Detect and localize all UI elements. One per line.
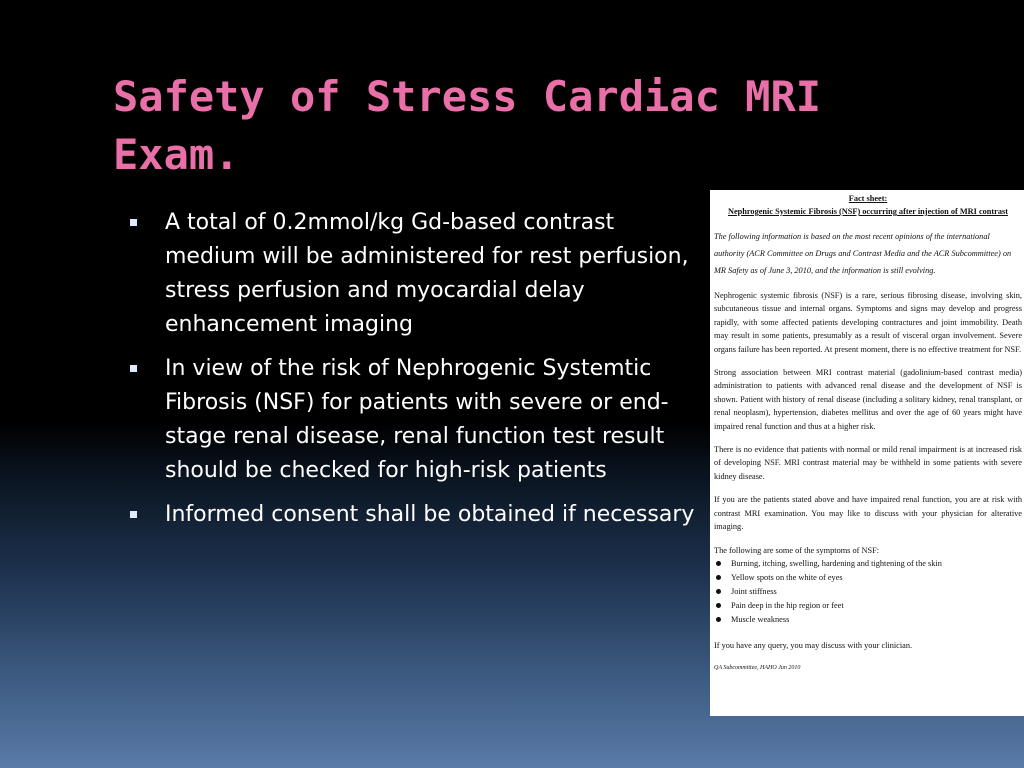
slide-title: Safety of Stress Cardiac MRI Exam. [113,72,822,179]
fact-sheet-image [710,190,1024,716]
list-item [714,557,1022,571]
fact-sheet-intro: The following information is based on the most recent opinions of the international authority (ACR Committee on Drugs and Contrast Media and the ACR Subcommittee) on MR Safety as of June 3, 2010, and the information is still evolving. [714,232,1012,275]
list-item [714,613,1022,627]
bullet-dot-icon [716,603,721,608]
symptom-text: Muscle weakness [731,614,790,624]
symptom-text: Pain deep in the hip region or feet [731,600,844,610]
bullet-dot-icon [716,589,721,594]
fact-sheet-paragraph: If you are the patients stated above and have impaired renal function, you are at risk with contrast MRI examination. You may like to discuss with your physician for alterative imaging. [714,495,1022,532]
fact-sheet-paragraph: There is no evidence that patients with normal or mild renal impairment is at increased risk of developing NSF. MRI contrast material may be withheld in some patients with severe kidney disease. [714,445,1022,481]
square-bullet-icon [130,219,137,226]
list-item [714,585,1022,599]
bullet-item [130,498,705,532]
list-item [714,571,1022,585]
square-bullet-icon [130,511,137,518]
symptom-text: Yellow spots on the white of eyes [731,572,843,582]
bullet-dot-icon [716,575,721,580]
symptom-text: Burning, itching, swelling, hardening and tightening of the skin [731,558,942,568]
square-bullet-icon [130,365,137,372]
fact-sheet-paragraph: Nephrogenic systemic fibrosis (NSF) is a rare, serious fibrosing disease, involving skin, subcutaneous tissue and internal organs. Symptoms and signs may develop and progress rapidly, with some affected patients developing contractures and joint immobility. Death may result in some patients, presumably as a result of visceral organ involvement. Severe organs failure has been reported. At present moment, there is no effective treatment for NSF. [714,291,1022,354]
bullet-item [130,352,705,488]
bullet-text: Informed consent shall be obtained if necessary [165,502,695,527]
fact-sheet-heading: Fact sheet: [848,194,888,203]
list-item [714,599,1022,613]
bullet-dot-icon [716,617,721,622]
fact-sheet-paragraph: Strong association between MRI contrast material (gadolinium-based contrast media) administration to patients with advanced renal disease and the development of NSF is shown. Patient with history of renal disease (including a solitary kidney, renal transplant, or renal neoplasm), hypertension, diabetes mellitus and over the age of 60 years might have impaired renal function and thus at a higher risk. [714,368,1022,431]
bullet-text: In view of the risk of Nephrogenic Systemtic Fibrosis (NSF) for patients with severe or end-stage renal disease, renal function test result should be checked for high-risk patients [165,356,669,483]
fact-sheet-footer: QA Subcommittee, HAHO Jun 2010 [714,665,801,672]
bullet-list [130,206,705,542]
fact-sheet-symptom-list [714,557,1022,627]
bullet-text: A total of 0.2mmol/kg Gd-based contrast medium will be administered for rest perfusion, stress perfusion and myocardial delay enhancement imaging [165,210,689,337]
bullet-item [130,206,705,342]
fact-sheet-subheading: Nephrogenic Systemic Fibrosis (NSF) occurring after injection of MRI contrast [728,207,1008,216]
symptom-text: Joint stiffness [731,586,777,596]
fact-sheet-closing: If you have any query, you may discuss with your clinician. [714,640,913,650]
bullet-dot-icon [716,561,721,566]
fact-sheet-symptoms-intro: The following are some of the symptoms of NSF: [714,545,879,555]
